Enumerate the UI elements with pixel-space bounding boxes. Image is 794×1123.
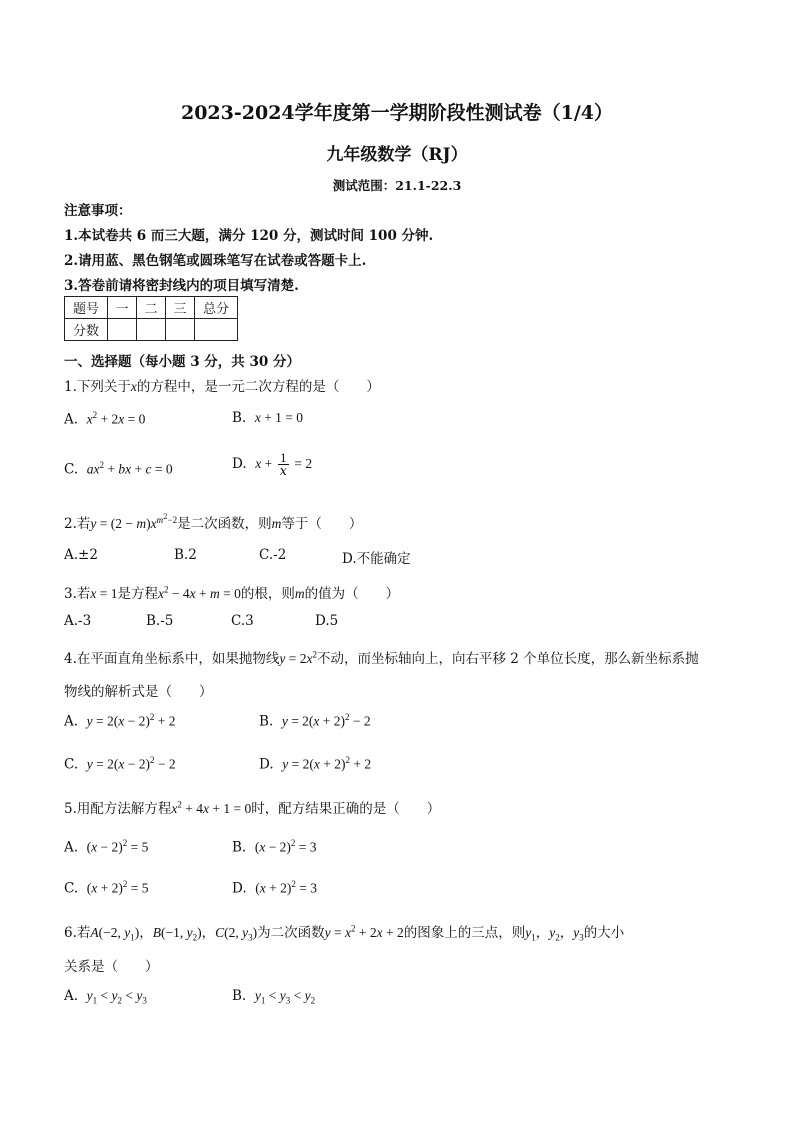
q2-option-d: D.不能确定: [342, 551, 411, 567]
test-range: 测试范围：21.1-22.3: [332, 178, 462, 193]
table-cell: 一: [108, 297, 137, 319]
q3-option-b: B.-5: [146, 613, 174, 629]
note-item-3: 3.答卷前请将密封线内的项目填写清楚.: [64, 278, 299, 294]
question-3-stem: 3.若x = 1是方程$x^2 - 4x + m = 0$的根，则m的值为（ ）: [64, 584, 400, 602]
q1-option-c: C. $ax^2$ + bx + c = 0: [64, 460, 173, 478]
exam-subtitle: 九年级数学（RJ）: [326, 145, 468, 165]
table-cell: 分数: [65, 319, 108, 341]
question-2-stem: 2.若$y = (2 - m)x^{m^2-2}$是二次函数，则m等于（ ）: [64, 512, 363, 532]
q4-option-d: D. $y = 2(x + 2)^2 + 2$: [259, 755, 372, 773]
question-6-stem-line1: 6.若A(−2, $y_1$)，B(−1, $y_2$)，C(2, $y_3$)为二次函数$y = x^2 + 2x + 2$的图象上的三点，则$y_1$，$y_2$，$y_3$的大小: [64, 923, 625, 943]
q6-option-a: A. $y_1 < y_2 < y_3$: [64, 988, 147, 1006]
q3-option-d: D.5: [315, 613, 339, 629]
question-1-stem: 1.下列关于x的方程中，是一元二次方程的是（ ）: [64, 379, 380, 395]
q4-option-c: C. $y = 2(x - 2)^2 - 2$: [64, 755, 176, 773]
q2-option-b: B.2: [174, 547, 197, 563]
table-cell: [108, 319, 137, 341]
table-cell: [137, 319, 166, 341]
question-4-stem-line1: 4.在平面直角坐标系中，如果抛物线$y = 2x^2$不动，而坐标轴向上，向右平移 2 个单位长度，那么新坐标系抛: [64, 649, 699, 667]
q4-option-b: B. $y = 2(x + 2)^2 - 2$: [259, 712, 371, 730]
question-4-stem-line2: 物线的解析式是（ ）: [64, 684, 213, 700]
q4-option-a: A. $y = 2(x - 2)^2 + 2$: [64, 712, 176, 730]
score-table-row: [65, 319, 238, 341]
notes-heading: 注意事项：: [64, 203, 132, 219]
q5-option-c: C. $(x + 2)^2 = 5$: [64, 879, 149, 897]
q2-option-c: C.-2: [259, 547, 287, 563]
q3-option-a: A.-3: [64, 613, 92, 629]
score-table: [64, 296, 238, 341]
q5-option-a: A. $(x - 2)^2 = 5$: [64, 838, 149, 856]
table-cell: 二: [137, 297, 166, 319]
section-heading: 一、选择题（每小题 3 分，共 30 分）: [64, 354, 300, 370]
score-table-row: [65, 297, 238, 319]
q6-option-b: B. $y_1 < y_3 < y_2$: [232, 988, 316, 1006]
q1-option-b: B. x + 1 = 0: [232, 410, 304, 426]
table-cell: 三: [166, 297, 195, 319]
question-6-stem-line2: 关系是（ ）: [64, 959, 159, 975]
q2-option-a: A.±2: [64, 547, 98, 563]
q3-option-c: C.3: [231, 613, 254, 629]
q5-option-d: D. $(x + 2)^2 = 3$: [232, 879, 317, 897]
table-cell: 题号: [65, 297, 108, 319]
q1-option-a: A. $x^2 + 2x = 0$: [64, 410, 146, 428]
exam-title: 2023-2024学年度第一学期阶段性测试卷（1/4）: [180, 102, 614, 124]
q1-option-d: D. x + $\frac{1}{x}$ = 2: [232, 450, 313, 479]
q5-option-b: B. $(x - 2)^2 = 3$: [232, 838, 317, 856]
table-cell: [166, 319, 195, 341]
note-item-1: 1.本试卷共 6 而三大题，满分 120 分，测试时间 100 分钟.: [64, 228, 434, 244]
question-5-stem: 5.用配方法解方程$x^2 + 4x + 1 = 0$时，配方结果正确的是（ ）: [64, 799, 441, 817]
note-item-2: 2.请用蓝、黑色钢笔或圆珠笔写在试卷或答题卡上.: [64, 253, 367, 269]
table-cell: [195, 319, 238, 341]
table-cell: 总分: [195, 297, 238, 319]
